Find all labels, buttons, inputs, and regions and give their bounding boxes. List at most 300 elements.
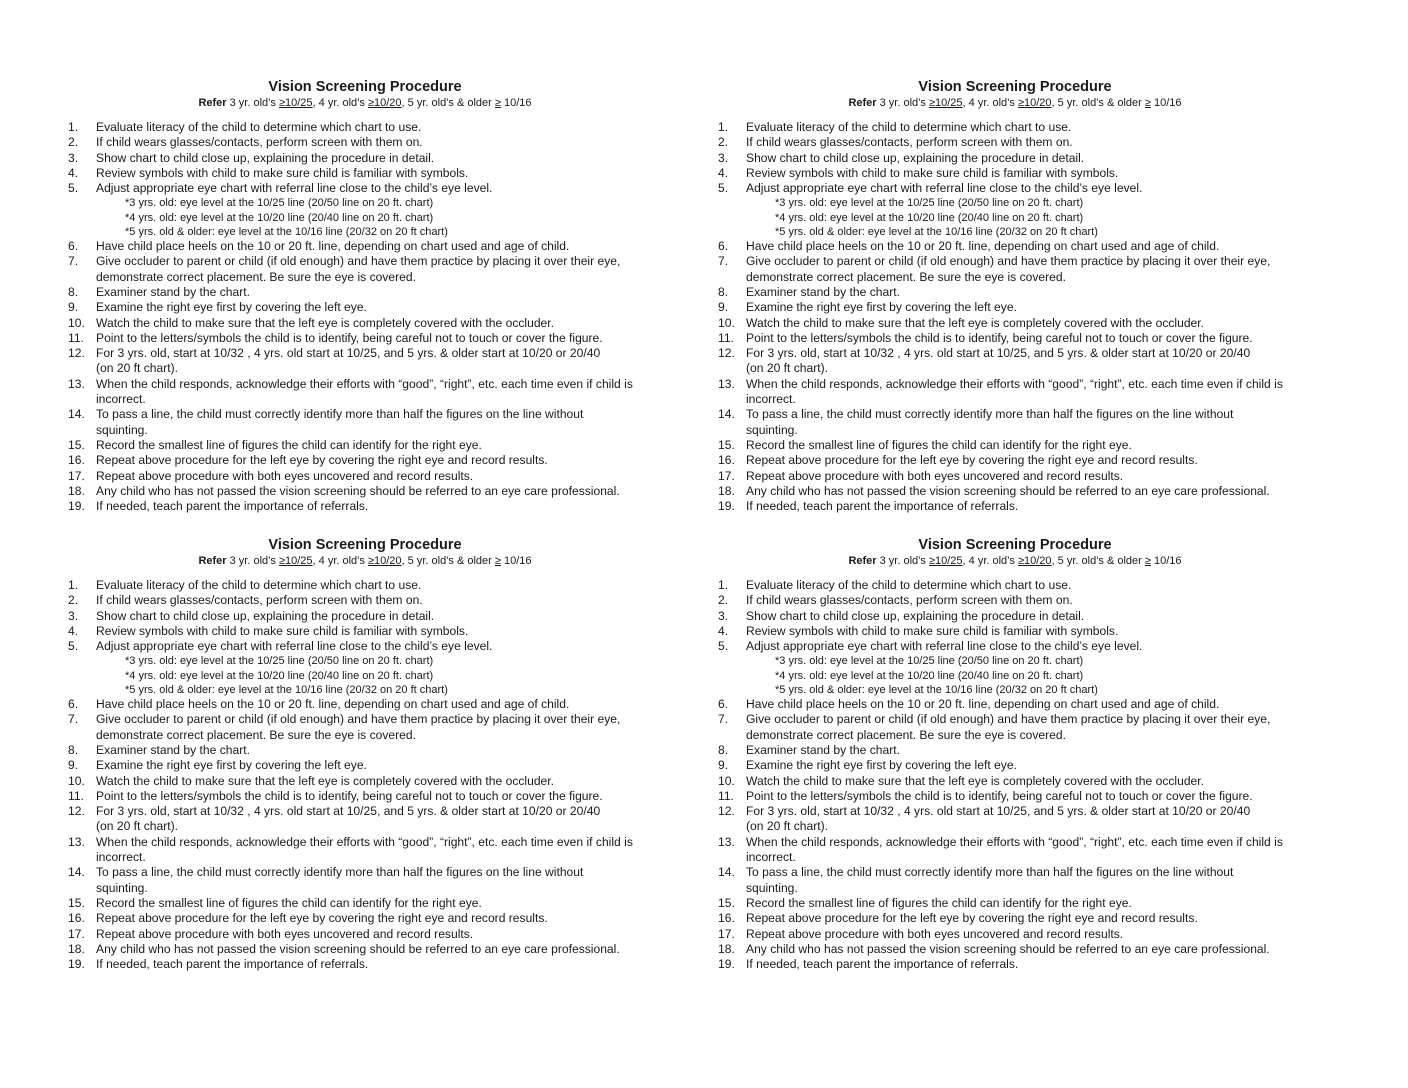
procedure-card-2: [710, 78, 1320, 514]
refer-part-3yr: 3 yr. old’s: [229, 97, 279, 109]
step-text: Adjust appropriate eye chart with referral line close to the child’s eye level.: [96, 181, 493, 196]
refer-threshold-3yr: ≥10/25: [928, 555, 963, 567]
step-text: Record the smallest line of figures the child can identify for the right eye.: [96, 437, 482, 452]
step-item: [710, 135, 1320, 150]
step-text: Have child place heels on the 10 or 20 ft. line, depending on chart used and age of child.: [96, 697, 570, 712]
step-number: 8.: [718, 284, 729, 299]
step-text: Repeat above procedure with both eyes uncovered and record results.: [746, 926, 1124, 941]
step-text-continued: demonstrate correct placement. Be sure the eye is covered.: [746, 269, 1066, 284]
step-number: 13.: [68, 376, 85, 391]
step-item: [60, 120, 670, 135]
refer-part-3yr: 3 yr. old’s: [879, 97, 929, 109]
procedure-card-3: [60, 536, 670, 972]
step-text: Examine the right eye first by covering the left eye.: [96, 758, 367, 773]
step-item: [60, 712, 670, 743]
procedure-title: Vision Screening Procedure: [918, 79, 1112, 95]
step-text: If needed, teach parent the importance of referrals.: [96, 499, 369, 514]
step-text: Record the smallest line of figures the child can identify for the right eye.: [96, 895, 482, 910]
step-number: 1.: [68, 578, 79, 592]
step-number: 18.: [718, 483, 735, 498]
subitem-3yr: *3 yrs. old: eye level at the 10/25 line (20/50 line on 20 ft. chart): [125, 655, 434, 668]
step-text: Repeat above procedure with both eyes uncovered and record results.: [746, 468, 1124, 483]
step-number: 13.: [68, 834, 85, 849]
step-item: [710, 789, 1320, 804]
refer-part-3yr: 3 yr. old’s: [229, 555, 279, 567]
step-text: To pass a line, the child must correctly identify more than half the figures on the line without: [746, 865, 1234, 880]
step-number: 16.: [68, 453, 85, 468]
step-item: [60, 789, 670, 804]
step-number: 15.: [68, 437, 85, 452]
step-item: [710, 835, 1320, 866]
step-item: [710, 712, 1320, 743]
step-item: [710, 804, 1320, 835]
subitem-4yr: *4 yrs. old: eye level at the 10/20 line (20/40 line on 20 ft. chart): [775, 211, 1084, 224]
procedure-steps: [710, 120, 1320, 196]
step-item: [710, 639, 1320, 654]
step-item: [60, 377, 670, 408]
step-text: If child wears glasses/contacts, perform screen with them on.: [96, 593, 423, 608]
step-number: 15.: [718, 895, 735, 910]
refer-threshold-4yr: ≥10/20: [367, 97, 402, 109]
step-text: Any child who has not passed the vision screening should be referred to an eye care professional.: [746, 941, 1270, 956]
step-text: If child wears glasses/contacts, perform screen with them on.: [96, 135, 423, 150]
step-text: Give occluder to parent or child (if old enough) and have them practice by placing it over their eye,: [746, 254, 1271, 269]
step-text: Evaluate literacy of the child to determine which chart to use.: [96, 578, 422, 592]
step-text: Repeat above procedure for the left eye by covering the right eye and record results.: [96, 453, 548, 468]
step-number: 11.: [718, 330, 734, 345]
eye-level-subitems: [60, 196, 670, 239]
step-text: Review symbols with child to make sure child is familiar with symbols.: [96, 165, 469, 180]
step-item: [60, 316, 670, 331]
step-text: Any child who has not passed the vision screening should be referred to an eye care professional.: [96, 483, 620, 498]
step-text: Have child place heels on the 10 or 20 ft. line, depending on chart used and age of child.: [746, 239, 1220, 254]
step-number: 2.: [718, 593, 729, 608]
step-item: [60, 285, 670, 300]
step-number: 9.: [718, 300, 729, 315]
subitem-5yr: *5 yrs. old & older: eye level at the 10/16 line (20/32 on 20 ft chart): [775, 225, 1098, 238]
step-number: 12.: [68, 346, 85, 361]
step-text-continued: (on 20 ft chart).: [746, 361, 829, 376]
step-text: Adjust appropriate eye chart with referral line close to the child’s eye level.: [746, 639, 1143, 654]
step-item: [710, 957, 1320, 972]
step-number: 10.: [68, 773, 85, 788]
step-text: For 3 yrs. old, start at 10/32 , 4 yrs. old start at 10/25, and 5 yrs. & older start at 10/20 or 20/40: [746, 804, 1251, 819]
step-number: 17.: [718, 468, 735, 483]
step-number: 2.: [68, 593, 79, 608]
step-item: [710, 316, 1320, 331]
step-text: If needed, teach parent the importance of referrals.: [96, 957, 369, 972]
step-number: 7.: [718, 254, 729, 269]
step-number: 17.: [68, 926, 85, 941]
step-text: When the child responds, acknowledge their efforts with “good”, “right”, etc. each time even if child is: [746, 376, 1283, 391]
step-item: [60, 438, 670, 453]
step-number: 18.: [68, 483, 85, 498]
step-text: Repeat above procedure for the left eye by covering the right eye and record results.: [746, 453, 1198, 468]
step-item: [710, 407, 1320, 438]
step-text: For 3 yrs. old, start at 10/32 , 4 yrs. old start at 10/25, and 5 yrs. & older start at 10/20 or 20/40: [96, 346, 601, 361]
step-number: 5.: [718, 181, 729, 196]
procedure-steps-continued: [710, 697, 1320, 972]
step-item: [710, 166, 1320, 181]
step-item: [60, 957, 670, 972]
step-text: Any child who has not passed the vision screening should be referred to an eye care professional.: [746, 483, 1270, 498]
step-item: [710, 927, 1320, 942]
step-item: [710, 942, 1320, 957]
step-number: 13.: [718, 376, 735, 391]
step-item: [710, 346, 1320, 377]
step-text: When the child responds, acknowledge their efforts with “good”, “right”, etc. each time even if child is: [96, 376, 633, 391]
step-number: 11.: [68, 788, 84, 803]
step-text: To pass a line, the child must correctly identify more than half the figures on the line without: [746, 407, 1234, 422]
step-number: 15.: [718, 437, 735, 452]
refer-part-3yr: 3 yr. old’s: [879, 555, 929, 567]
subitem-4yr: *4 yrs. old: eye level at the 10/20 line (20/40 line on 20 ft. chart): [125, 211, 434, 224]
step-text: Review symbols with child to make sure child is familiar with symbols.: [746, 623, 1119, 638]
refer-threshold-3yr: ≥10/25: [928, 97, 963, 109]
step-number: 4.: [68, 623, 79, 638]
procedure-title: Vision Screening Procedure: [268, 537, 462, 553]
step-text: When the child responds, acknowledge their efforts with “good”, “right”, etc. each time even if child is: [96, 834, 633, 849]
step-number: 9.: [718, 758, 729, 773]
step-item: [60, 239, 670, 254]
step-item: [60, 151, 670, 166]
subitem-3yr: *3 yrs. old: eye level at the 10/25 line (20/50 line on 20 ft. chart): [775, 655, 1084, 668]
refer-part-5yr: , 5 yr. old’s & older: [1051, 555, 1145, 567]
step-number: 4.: [718, 165, 729, 180]
step-item: [710, 624, 1320, 639]
step-item: [710, 484, 1320, 499]
step-number: 19.: [68, 957, 85, 972]
procedure-title: Vision Screening Procedure: [268, 79, 462, 95]
step-item: [60, 942, 670, 957]
procedure-steps-continued: [710, 239, 1320, 514]
step-text: Point to the letters/symbols the child is to identify, being careful not to touch or cover the figure.: [96, 788, 603, 803]
refer-threshold-4yr: ≥10/20: [367, 555, 402, 567]
step-number: 7.: [718, 712, 729, 727]
procedure-card-4: [710, 536, 1320, 972]
step-item: [710, 499, 1320, 514]
step-text: Examiner stand by the chart.: [746, 284, 900, 299]
refer-threshold-5yr-symbol: ≥: [494, 97, 501, 109]
step-text: If needed, teach parent the importance of referrals.: [746, 957, 1019, 972]
eye-level-subitems: [710, 654, 1320, 697]
procedure-steps-continued: [60, 697, 670, 972]
procedure-steps-continued: [60, 239, 670, 514]
step-item: [60, 407, 670, 438]
step-number: 10.: [718, 773, 735, 788]
step-number: 6.: [68, 697, 79, 712]
step-number: 9.: [68, 300, 79, 315]
step-number: 17.: [718, 926, 735, 941]
step-number: 8.: [68, 742, 79, 757]
step-text: Give occluder to parent or child (if old enough) and have them practice by placing it over their eye,: [746, 712, 1271, 727]
refer-part-5yr: , 5 yr. old’s & older: [401, 97, 495, 109]
step-item: [710, 151, 1320, 166]
step-item: [710, 438, 1320, 453]
step-text: Show chart to child close up, explaining the procedure in detail.: [96, 608, 435, 623]
step-text: Have child place heels on the 10 or 20 ft. line, depending on chart used and age of child.: [96, 239, 570, 254]
step-text-continued: squinting.: [96, 880, 148, 895]
step-number: 14.: [718, 407, 735, 422]
step-text: Any child who has not passed the vision screening should be referred to an eye care professional.: [96, 941, 620, 956]
step-number: 17.: [68, 468, 85, 483]
refer-part-4yr: , 4 yr. old’s: [312, 97, 368, 109]
step-text: Repeat above procedure for the left eye by covering the right eye and record results.: [96, 911, 548, 926]
step-text-continued: incorrect.: [746, 850, 796, 865]
step-text: Show chart to child close up, explaining the procedure in detail.: [746, 150, 1085, 165]
step-text: Review symbols with child to make sure child is familiar with symbols.: [96, 623, 469, 638]
step-item: [60, 758, 670, 773]
refer-criteria: [60, 96, 670, 110]
subitem-3yr: *3 yrs. old: eye level at the 10/25 line (20/50 line on 20 ft. chart): [775, 197, 1084, 210]
refer-threshold-5yr: 10/16: [500, 97, 532, 109]
step-number: 16.: [68, 911, 85, 926]
refer-criteria: [60, 554, 670, 568]
refer-part-4yr: , 4 yr. old’s: [962, 555, 1018, 567]
step-text-continued: incorrect.: [746, 392, 796, 407]
step-number: 7.: [68, 712, 79, 727]
refer-threshold-3yr: ≥10/25: [278, 555, 313, 567]
step-item: [710, 609, 1320, 624]
step-item: [710, 774, 1320, 789]
step-number: 4.: [68, 165, 79, 180]
step-text: Point to the letters/symbols the child is to identify, being careful not to touch or cover the figure.: [746, 330, 1253, 345]
step-text: Show chart to child close up, explaining the procedure in detail.: [96, 150, 435, 165]
refer-label: Refer: [848, 97, 877, 109]
step-item: [710, 469, 1320, 484]
step-number: 11.: [718, 788, 734, 803]
step-item: [60, 453, 670, 468]
step-item: [60, 300, 670, 315]
procedure-card-1: [60, 78, 670, 514]
step-item: [710, 377, 1320, 408]
step-text: For 3 yrs. old, start at 10/32 , 4 yrs. old start at 10/25, and 5 yrs. & older start at 10/20 or 20/40: [96, 804, 601, 819]
step-item: [60, 774, 670, 789]
refer-threshold-5yr-symbol: ≥: [494, 555, 501, 567]
step-item: [710, 239, 1320, 254]
step-number: 8.: [68, 284, 79, 299]
step-item: [60, 743, 670, 758]
step-item: [60, 865, 670, 896]
step-text: Repeat above procedure with both eyes uncovered and record results.: [96, 926, 474, 941]
refer-criteria: [710, 96, 1320, 110]
refer-part-4yr: , 4 yr. old’s: [312, 555, 368, 567]
step-number: 14.: [718, 865, 735, 880]
step-text: Point to the letters/symbols the child is to identify, being careful not to touch or cover the figure.: [96, 330, 603, 345]
step-number: 2.: [718, 135, 729, 150]
refer-threshold-3yr: ≥10/25: [278, 97, 313, 109]
step-text: Review symbols with child to make sure child is familiar with symbols.: [746, 165, 1119, 180]
refer-threshold-5yr-symbol: ≥: [1144, 555, 1151, 567]
step-text: Examiner stand by the chart.: [746, 742, 900, 757]
step-number: 18.: [68, 941, 85, 956]
step-number: 6.: [718, 239, 729, 254]
step-item: [60, 927, 670, 942]
step-text: Examine the right eye first by covering the left eye.: [746, 758, 1017, 773]
step-text: Give occluder to parent or child (if old enough) and have them practice by placing it over their eye,: [96, 712, 621, 727]
step-item: [710, 593, 1320, 608]
step-text: Evaluate literacy of the child to determine which chart to use.: [96, 120, 422, 134]
step-item: [60, 804, 670, 835]
step-text-continued: demonstrate correct placement. Be sure the eye is covered.: [96, 269, 416, 284]
refer-criteria: [710, 554, 1320, 568]
step-item: [710, 758, 1320, 773]
step-number: 11.: [68, 330, 84, 345]
step-text-continued: (on 20 ft chart).: [96, 819, 179, 834]
step-item: [60, 609, 670, 624]
step-number: 10.: [718, 315, 735, 330]
refer-threshold-4yr: ≥10/20: [1017, 97, 1052, 109]
step-text: Watch the child to make sure that the left eye is completely covered with the occluder.: [96, 315, 554, 330]
step-item: [60, 911, 670, 926]
step-text-continued: squinting.: [746, 422, 798, 437]
step-number: 1.: [718, 578, 729, 592]
step-item: [60, 181, 670, 196]
step-item: [60, 484, 670, 499]
step-item: [710, 331, 1320, 346]
step-number: 4.: [718, 623, 729, 638]
step-number: 12.: [68, 804, 85, 819]
step-number: 12.: [718, 346, 735, 361]
refer-threshold-4yr: ≥10/20: [1017, 555, 1052, 567]
step-number: 5.: [718, 639, 729, 654]
subitem-5yr: *5 yrs. old & older: eye level at the 10/16 line (20/32 on 20 ft chart): [775, 683, 1098, 696]
step-number: 5.: [68, 181, 79, 196]
step-text: Evaluate literacy of the child to determine which chart to use.: [746, 578, 1072, 592]
step-number: 3.: [68, 150, 79, 165]
refer-threshold-5yr: 10/16: [1150, 555, 1182, 567]
step-number: 19.: [718, 499, 735, 514]
subitem-5yr: *5 yrs. old & older: eye level at the 10/16 line (20/32 on 20 ft chart): [125, 225, 448, 238]
step-text-continued: squinting.: [96, 422, 148, 437]
step-item: [710, 865, 1320, 896]
procedure-steps: [60, 578, 670, 654]
step-number: 1.: [68, 120, 79, 134]
step-text-continued: squinting.: [746, 880, 798, 895]
step-text: When the child responds, acknowledge their efforts with “good”, “right”, etc. each time even if child is: [746, 834, 1283, 849]
step-text: If needed, teach parent the importance of referrals.: [746, 499, 1019, 514]
step-number: 13.: [718, 834, 735, 849]
eye-level-subitems: [60, 654, 670, 697]
refer-threshold-5yr: 10/16: [1150, 97, 1182, 109]
step-item: [60, 639, 670, 654]
step-number: 2.: [68, 135, 79, 150]
step-number: 7.: [68, 254, 79, 269]
step-item: [60, 835, 670, 866]
step-text: Examiner stand by the chart.: [96, 742, 250, 757]
refer-threshold-5yr: 10/16: [500, 555, 532, 567]
step-item: [710, 896, 1320, 911]
step-item: [710, 578, 1320, 593]
step-item: [710, 743, 1320, 758]
refer-part-5yr: , 5 yr. old’s & older: [1051, 97, 1145, 109]
step-text: Evaluate literacy of the child to determine which chart to use.: [746, 120, 1072, 134]
refer-threshold-5yr-symbol: ≥: [1144, 97, 1151, 109]
step-number: 9.: [68, 758, 79, 773]
step-text: If child wears glasses/contacts, perform screen with them on.: [746, 135, 1073, 150]
step-number: 16.: [718, 453, 735, 468]
step-text: Adjust appropriate eye chart with referral line close to the child’s eye level.: [746, 181, 1143, 196]
step-item: [60, 135, 670, 150]
step-number: 16.: [718, 911, 735, 926]
subitem-4yr: *4 yrs. old: eye level at the 10/20 line (20/40 line on 20 ft. chart): [125, 669, 434, 682]
step-text-continued: demonstrate correct placement. Be sure the eye is covered.: [96, 727, 416, 742]
step-text: If child wears glasses/contacts, perform screen with them on.: [746, 593, 1073, 608]
step-item: [60, 331, 670, 346]
step-item: [710, 285, 1320, 300]
step-number: 3.: [718, 150, 729, 165]
step-item: [710, 453, 1320, 468]
eye-level-subitems: [710, 196, 1320, 239]
step-number: 1.: [718, 120, 729, 134]
step-number: 8.: [718, 742, 729, 757]
step-item: [60, 346, 670, 377]
step-text-continued: (on 20 ft chart).: [96, 361, 179, 376]
step-text: Record the smallest line of figures the child can identify for the right eye.: [746, 895, 1132, 910]
step-text-continued: (on 20 ft chart).: [746, 819, 829, 834]
step-item: [710, 911, 1320, 926]
step-item: [60, 578, 670, 593]
step-text: Give occluder to parent or child (if old enough) and have them practice by placing it over their eye,: [96, 254, 621, 269]
step-number: 14.: [68, 865, 85, 880]
subitem-4yr: *4 yrs. old: eye level at the 10/20 line (20/40 line on 20 ft. chart): [775, 669, 1084, 682]
step-number: 15.: [68, 895, 85, 910]
step-number: 19.: [718, 957, 735, 972]
step-number: 6.: [718, 697, 729, 712]
step-text: Point to the letters/symbols the child is to identify, being careful not to touch or cover the figure.: [746, 788, 1253, 803]
step-item: [60, 254, 670, 285]
procedure-steps: [60, 120, 670, 196]
step-text: Have child place heels on the 10 or 20 ft. line, depending on chart used and age of child.: [746, 697, 1220, 712]
step-item: [60, 593, 670, 608]
step-number: 3.: [68, 608, 79, 623]
step-item: [60, 499, 670, 514]
step-item: [60, 166, 670, 181]
step-text: Examiner stand by the chart.: [96, 284, 250, 299]
procedure-steps: [710, 578, 1320, 654]
step-number: 18.: [718, 941, 735, 956]
step-text-continued: demonstrate correct placement. Be sure the eye is covered.: [746, 727, 1066, 742]
step-number: 19.: [68, 499, 85, 514]
step-number: 12.: [718, 804, 735, 819]
step-item: [60, 624, 670, 639]
step-item: [60, 469, 670, 484]
step-text: Watch the child to make sure that the left eye is completely covered with the occluder.: [96, 773, 554, 788]
step-text: To pass a line, the child must correctly identify more than half the figures on the line without: [96, 407, 584, 422]
step-text: Examine the right eye first by covering the left eye.: [746, 300, 1017, 315]
step-item: [710, 300, 1320, 315]
refer-part-5yr: , 5 yr. old’s & older: [401, 555, 495, 567]
step-text: Watch the child to make sure that the left eye is completely covered with the occluder.: [746, 315, 1204, 330]
refer-label: Refer: [848, 555, 877, 567]
step-text: Repeat above procedure for the left eye by covering the right eye and record results.: [746, 911, 1198, 926]
step-number: 5.: [68, 639, 79, 654]
step-item: [710, 181, 1320, 196]
step-text: To pass a line, the child must correctly identify more than half the figures on the line without: [96, 865, 584, 880]
step-number: 14.: [68, 407, 85, 422]
refer-label: Refer: [198, 555, 227, 567]
step-text-continued: incorrect.: [96, 392, 146, 407]
step-item: [60, 697, 670, 712]
step-text: Show chart to child close up, explaining the procedure in detail.: [746, 608, 1085, 623]
step-item: [60, 896, 670, 911]
procedure-title: Vision Screening Procedure: [918, 537, 1112, 553]
step-number: 10.: [68, 315, 85, 330]
step-text: Repeat above procedure with both eyes uncovered and record results.: [96, 468, 474, 483]
step-item: [710, 120, 1320, 135]
step-text: For 3 yrs. old, start at 10/32 , 4 yrs. old start at 10/25, and 5 yrs. & older start at 10/20 or 20/40: [746, 346, 1251, 361]
step-number: 6.: [68, 239, 79, 254]
